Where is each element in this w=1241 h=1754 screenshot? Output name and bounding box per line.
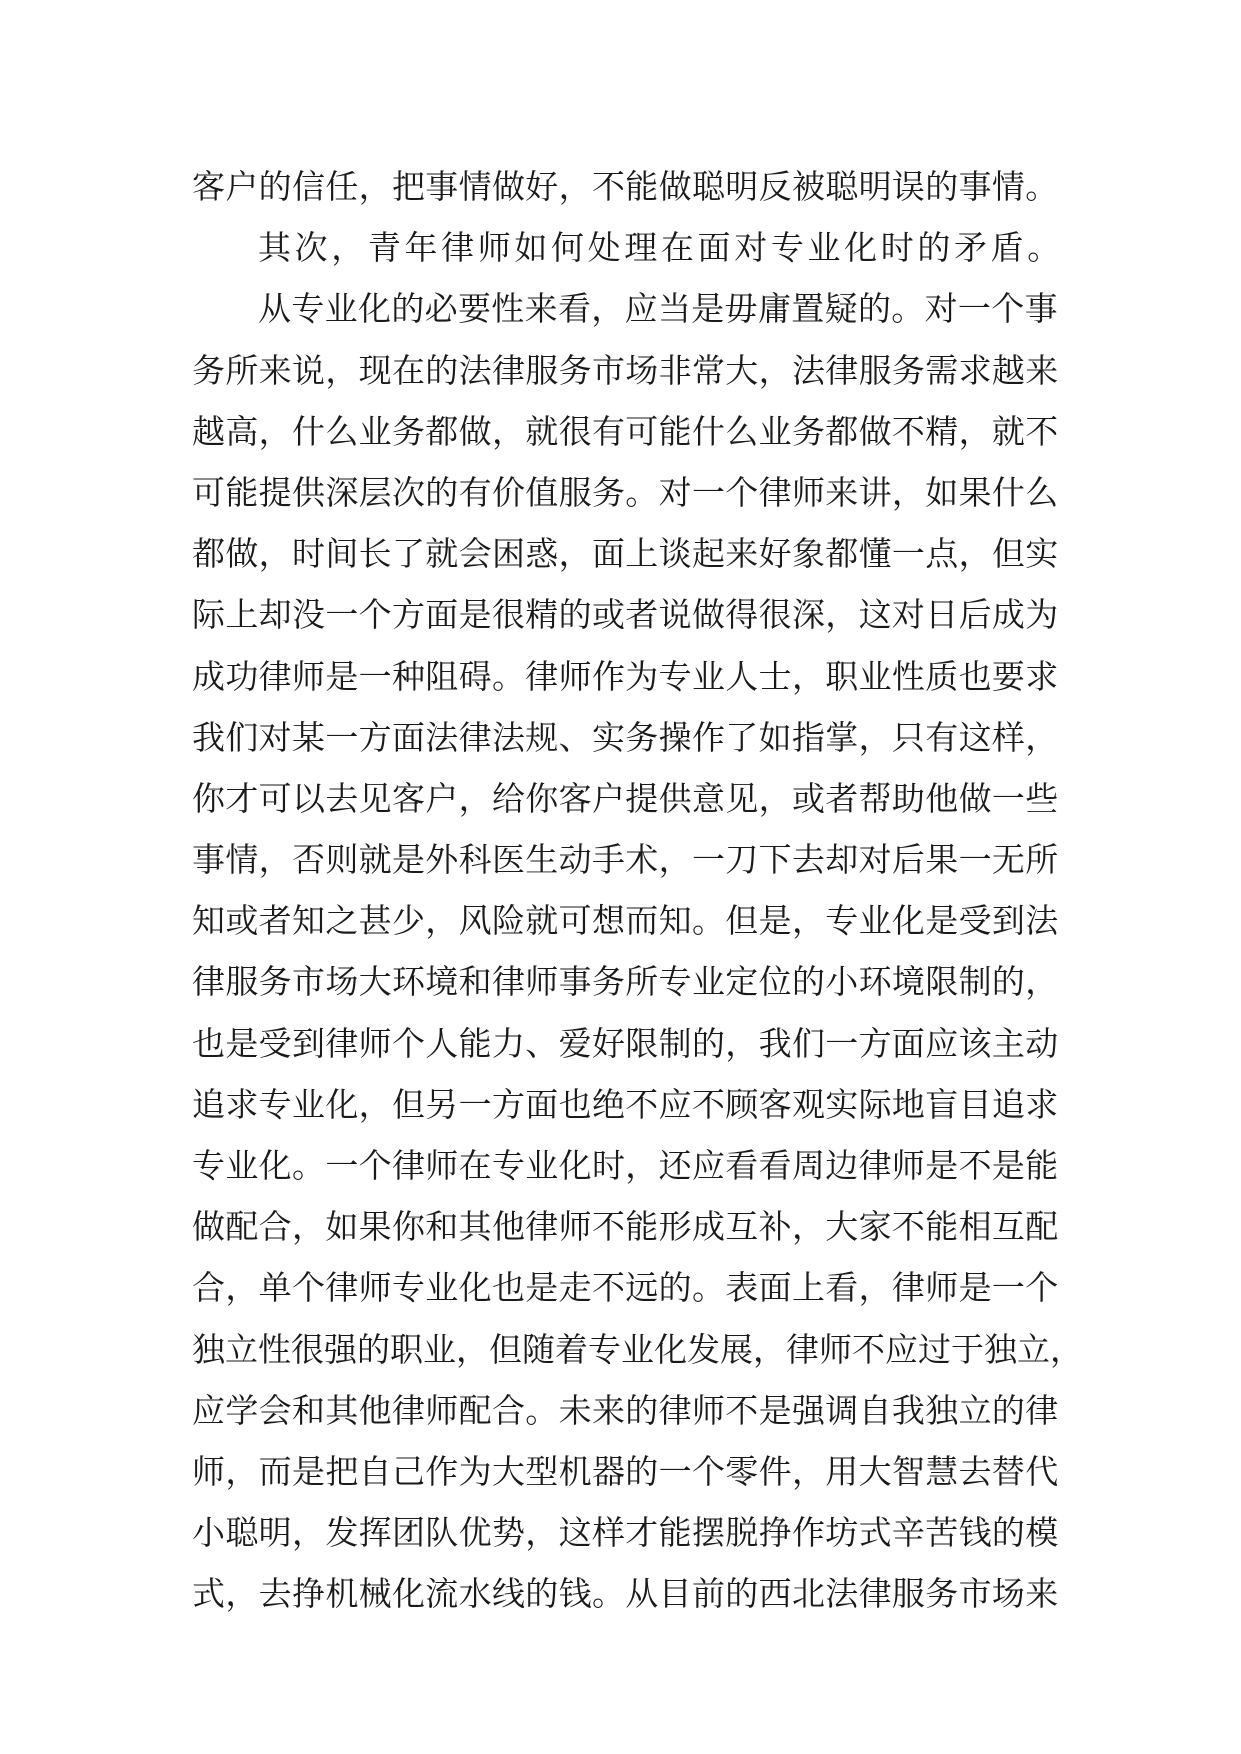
text-line-21: 应学会和其他律师配合。未来的律师不是强调自我独立的律 — [192, 1390, 1059, 1430]
text-line-12: 事情，否则就是外科医生动手术，一刀下去却对后果一无所 — [192, 840, 1059, 880]
text-line-18: 做配合，如果你和其他律师不能形成互补，大家不能相互配 — [192, 1207, 1059, 1247]
text-line-15: 也是受到律师个人能力、爱好限制的，我们一方面应该主动 — [192, 1023, 1059, 1063]
text-line-19: 合，单个律师专业化也是走不远的。表面上看，律师是一个 — [192, 1268, 1059, 1308]
text-line-17: 专业化。一个律师在专业化时，还应看看周边律师是不是能 — [192, 1146, 1059, 1185]
text-line-20: 独立性很强的职业，但随着专业化发展，律师不应过于独立， — [192, 1329, 1083, 1369]
text-line-6: 可能提供深层次的有价值服务。对一个律师来讲，如果什么 — [192, 472, 1059, 512]
text-line-10: 我们对某一方面法律法规、实务操作了如指掌，只有这样， — [192, 717, 1059, 757]
body-text — [192, 156, 1083, 1625]
text-line-16: 追求专业化，但另一方面也绝不应不顾客观实际地盲目追求 — [192, 1084, 1059, 1124]
text-line-11: 你才可以去见客户，给你客户提供意见，或者帮助他做一些 — [192, 778, 1059, 818]
text-line-2: 其次，青年律师如何处理在面对专业化时的矛盾。 — [258, 228, 1064, 268]
text-line-1: 客户的信任，把事情做好，不能做聪明反被聪明误的事情。 — [192, 167, 1059, 206]
text-line-22: 师，而是把自己作为大型机器的一个零件，用大智慧去替代 — [192, 1451, 1059, 1491]
text-line-5: 越高，什么业务都做，就很有可能什么业务都做不精，就不 — [192, 411, 1059, 451]
text-line-14: 律服务市场大环境和律师事务所专业定位的小环境限制的， — [192, 962, 1059, 1002]
text-line-23: 小聪明，发挥团队优势，这样才能摆脱挣作坊式辛苦钱的模 — [192, 1513, 1059, 1553]
text-line-13: 知或者知之甚少，风险就可想而知。但是，专业化是受到法 — [192, 901, 1059, 941]
text-line-8: 际上却没一个方面是很精的或者说做得很深，这对日后成为 — [192, 595, 1059, 635]
text-line-3: 从专业化的必要性来看，应当是毋庸置疑的。对一个事 — [258, 289, 1058, 329]
text-line-24: 式，去挣机械化流水线的钱。从目前的西北法律服务市场来 — [192, 1574, 1059, 1614]
text-line-7: 都做，时间长了就会困惑，面上谈起来好象都懂一点，但实 — [192, 534, 1059, 574]
text-line-9: 成功律师是一种阻碍。律师作为专业人士，职业性质也要求 — [192, 656, 1059, 696]
text-line-4: 务所来说，现在的法律服务市场非常大，法律服务需求越来 — [192, 350, 1059, 390]
